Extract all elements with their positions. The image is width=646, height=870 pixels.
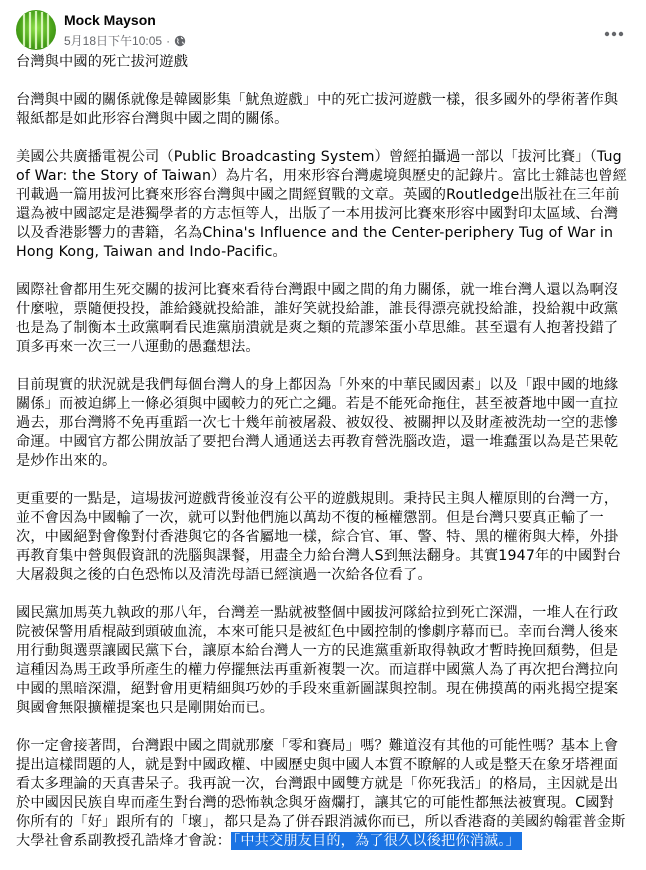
post-paragraph: 更重要的一點是，這場拔河遊戲背後並沒有公平的遊戲規則。秉持民主與人權原則的台灣一方，並不會因為中國輸了一次，就可以對他們施以萬劫不復的極權懲罰。但是台灣只要真正輸了一次，中國絕對會像對付香港與它的各省屬地一樣，綜合官、軍、警、特、黑的權術與大棒，外掛再教育集中營與假資訊的洗腦與課餐，用盡全力給台灣人S到無法翻身。其實1947年的中國對台大屠殺與之後的白色恐怖以及清洗母語已經演過一次給各位看了。 [16,491,622,583]
post-header [16,10,630,50]
post-timestamp[interactable]: 5月18日下午10:05 [64,34,163,48]
avatar-image [16,10,56,50]
post-paragraph: 目前現實的狀況就是我們每個台灣人的身上都因為「外來的中華民國因素」以及「跟中國的地緣關係」而被迫綁上一條必須與中國較力的死亡之繩。若是不能死命拖住，甚至被蒼地中國一直拉過去，那台灣將不免再重蹈一次七十幾年前被屠殺、被奴役、被關押以及財產被洗劫一空的悲慘命運。中國官方都公開放話了要把台灣人通通送去再教育營洗腦改造，還一堆蠢蛋以為是芒果乾是炒作出來的。 [16,377,619,469]
post-paragraph-text: 你一定會接著問，台灣跟中國之間就那麼「零和賽局」嗎？難道沒有其他的可能性嗎？基本上會提出這樣問題的人，就是對中國政權、中國歷史與中國人本質不瞭解的人或是整天在象牙塔裡面看太多理論的天真書呆子。我再說一次，台灣跟中國雙方就是「你死我活」的格局，主因就是出於中國因民族自卑而產生對台灣的恐怖執念與牙齒爛打，讓其它的可能性都無法被實現。C國對你所有的「好」跟所有的「壞」，都只是為了併吞跟消滅你而已，所以香港裔的美國約翰霍普金斯大學社會系副教授孔誥烽才會說： [16,738,626,849]
avatar[interactable] [16,10,56,50]
globe-icon[interactable] [174,35,186,47]
post-body [16,53,628,870]
ellipsis-icon [604,18,624,42]
meta-separator: · [166,33,171,48]
post-paragraph: 國際社會都用生死交關的拔河比賽來看待台灣跟中國之間的角力關係，就一堆台灣人還以為啊沒什麼啦，票隨便投投，誰給錢就投給誰，誰好笑就投給誰，誰長得漂亮就投給誰，投給親中政黨也是為了制衡本土政黨啊看民進黨崩潰就是爽之類的荒謬笨蛋小草思維。甚至還有人抱著投錯了頂多再來一次三一八運動的愚蠢想法。 [16,282,619,355]
post-paragraph: 美國公共廣播電視公司（Public Broadcasting System）曾經拍攝過一部以「拔河比賽」（Tug of War: the Story of Taiwan）為片名，用來形容台灣處境與歷史的記錄片。富比士雜誌也曾經刊載過一篇用拔河比賽來形容台灣與中國之間經貿戰的文章。英國的Routledge出版社在三年前還為被中國認定是港獨學者的方志恒等人，出版了一本用拔河比賽來形容中國對印太區域、台灣以及香港影響力的書籍，名為China's Influence and the Center-periphery Tug of War in Hong Kong, Taiwan and Indo-Pacific。 [16,149,627,260]
post-author[interactable]: Mock Mayson [64,12,156,28]
post-paragraph-last [16,737,628,851]
post-title: 台灣與中國的死亡拔河遊戲 [16,54,189,70]
more-options-button[interactable] [598,14,630,46]
post-paragraph: 國民黨加馬英九執政的那八年，台灣差一點就被整個中國拔河隊給拉到死亡深淵，一堆人在行政院被保警用盾棍敲到頭破血流，本來可能只是被紅色中國控制的慘劇序幕而已。幸而台灣人後來用行動與選票讓國民黨下台，讓原本給台灣人一方的民進黨重新取得執政才暫時挽回頹勢，但是這種因為馬王政爭所產生的權力停擺無法再重新複製一次。而這群中國黨人為了再次把台灣拉向中國的黑暗深淵，絕對會用更精細與巧妙的手段來重新圖謀與控制。現在佛摸萬的兩兆揭空提案與國會無限擴權提案也只是剛開始而已。 [16,605,619,716]
post-paragraph: 台灣與中國的關係就像是韓國影集「魷魚遊戲」中的死亡拔河遊戲一樣，很多國外的學術著作與報紙都是如此形容台灣與中國之間的關係。 [16,92,619,127]
post-meta [64,32,186,49]
highlighted-quote[interactable]: 「中共交朋友目的，為了很久以後把你消滅。」 [233,833,520,849]
